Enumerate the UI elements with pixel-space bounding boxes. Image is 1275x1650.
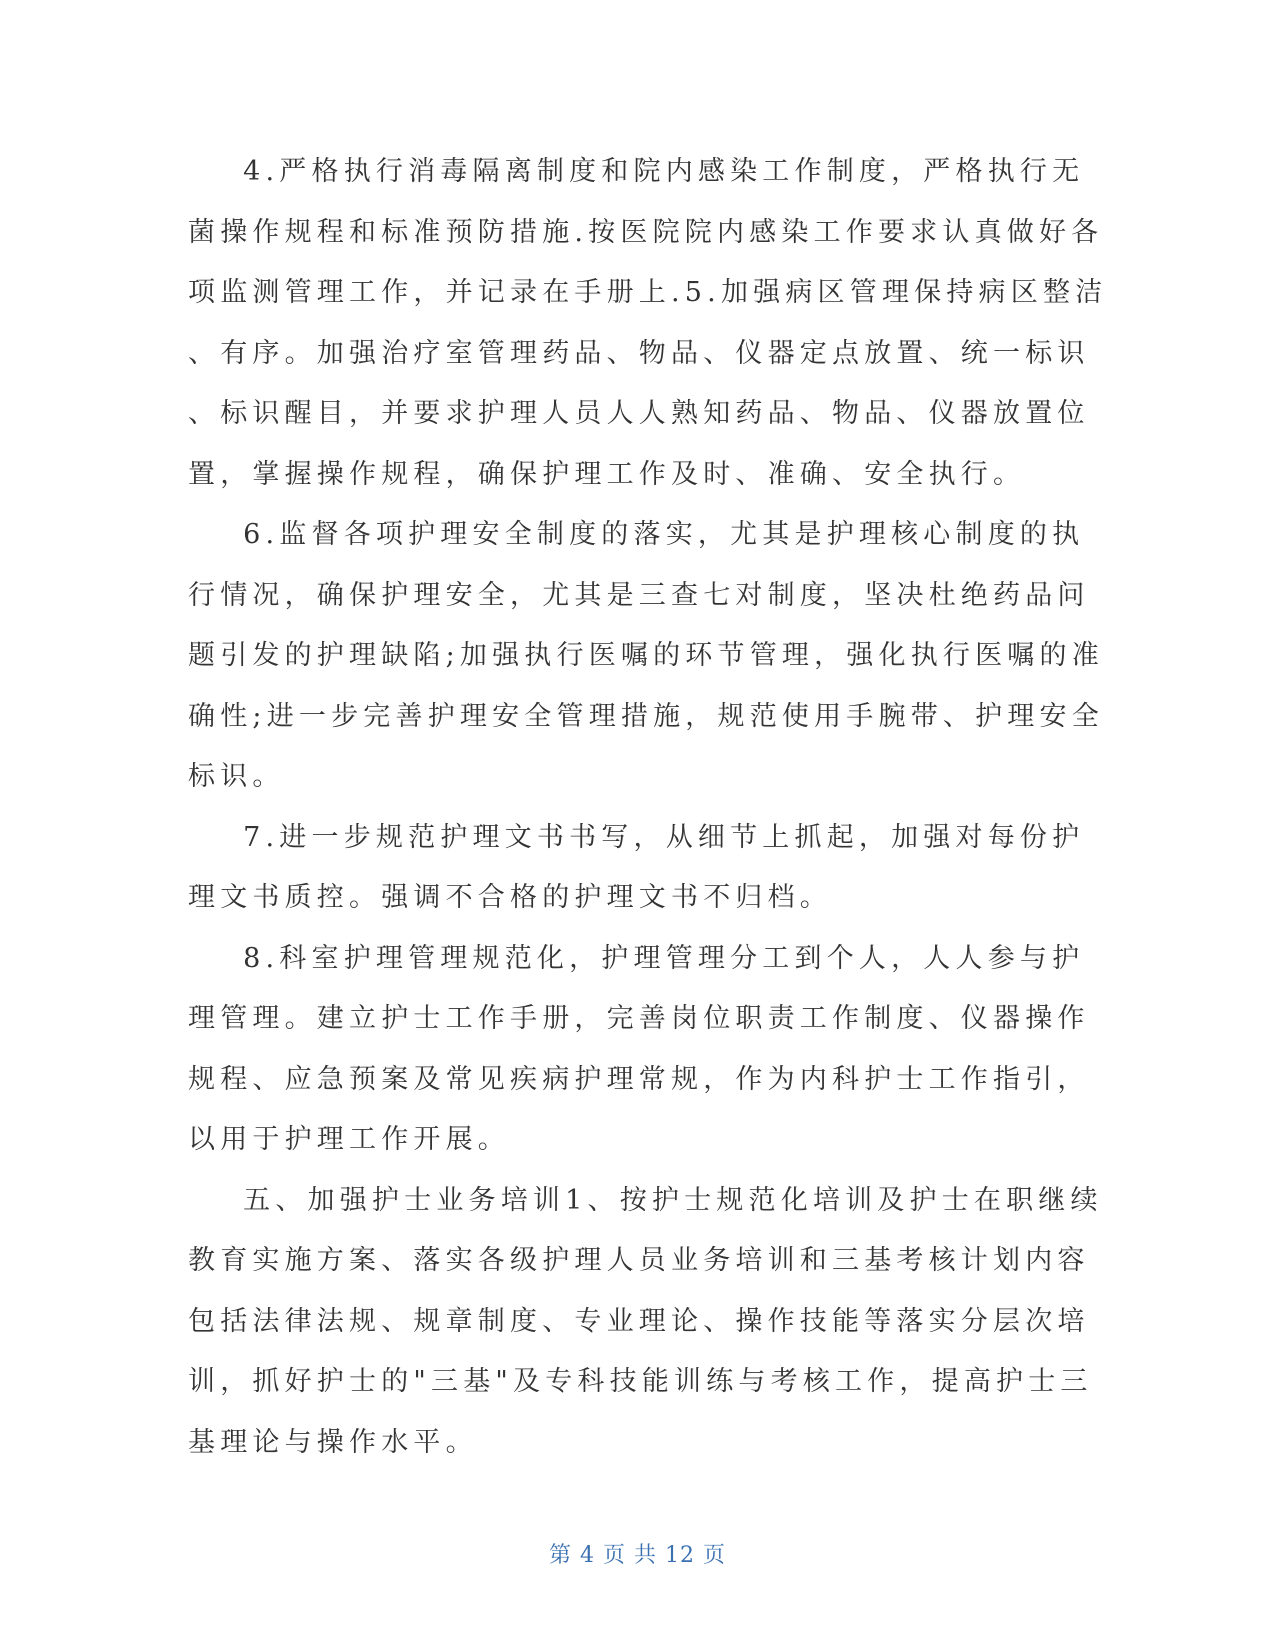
- text-line: 包括法律法规、规章制度、专业理论、操作技能等落实分层次培: [188, 1305, 1090, 1337]
- paragraph-2: [188, 505, 1104, 808]
- paragraph-3: [188, 808, 1085, 929]
- text-line: 、有序。加强治疗室管理药品、物品、仪器定点放置、统一标识: [188, 337, 1090, 369]
- text-line: 7.进一步规范护理文书书写，从细节上抓起，加强对每份护: [188, 821, 1085, 853]
- text-line: 教育实施方案、落实各级护理人员业务培训和三基考核计划内容: [188, 1245, 1090, 1276]
- text-line: 五、加强护士业务培训1、按护士规范化培训及护士在职继续: [188, 1184, 1103, 1216]
- text-line: 8.科室护理管理规范化，护理管理分工到个人，人人参与护: [188, 942, 1085, 974]
- paragraph-5: [188, 1171, 1103, 1474]
- text-line: 训，抓好护士的"三基"及专科技能训练与考核工作，提高护士三: [188, 1366, 1093, 1397]
- paragraph-4: [188, 929, 1090, 1171]
- text-line: 项监测管理工作，并记录在手册上.5.加强病区管理保持病区整洁: [188, 277, 1108, 308]
- page-footer: [0, 1538, 1275, 1569]
- text-line: 规程、应急预案及常见疾病护理常规，作为内科护士工作指引，: [188, 1063, 1090, 1095]
- page-number-text: 第 4 页 共 12 页: [549, 1543, 726, 1568]
- text-line: 以用于护理工作开展。: [188, 1124, 510, 1155]
- text-line: 确性;进一步完善护理安全管理措施，规范使用手腕带、护理安全: [188, 700, 1104, 732]
- text-line: 4.严格执行消毒隔离制度和院内感染工作制度，严格执行无: [188, 156, 1085, 187]
- text-line: 置，掌握操作规程，确保护理工作及时、准确、安全执行。: [188, 458, 1026, 490]
- text-line: 、标识醒目，并要求护理人员人人熟知药品、物品、仪器放置位: [188, 398, 1090, 429]
- text-line: 标识。: [188, 761, 285, 792]
- text-line: 行情况，确保护理安全，尤其是三查七对制度，坚决杜绝药品问: [188, 579, 1090, 611]
- text-line: 理管理。建立护士工作手册，完善岗位职责工作制度、仪器操作: [188, 1003, 1090, 1034]
- paragraph-1: [188, 142, 1108, 505]
- document-body: [188, 142, 1108, 1473]
- text-line: 菌操作规程和标准预防措施.按医院院内感染工作要求认真做好各: [188, 216, 1104, 248]
- text-line: 基理论与操作水平。: [188, 1426, 478, 1458]
- text-line: 题引发的护理缺陷;加强执行医嘱的环节管理，强化执行医嘱的准: [188, 640, 1104, 671]
- text-line: 理文书质控。强调不合格的护理文书不归档。: [188, 882, 832, 913]
- text-line: 6.监督各项护理安全制度的落实，尤其是护理核心制度的执: [188, 519, 1085, 550]
